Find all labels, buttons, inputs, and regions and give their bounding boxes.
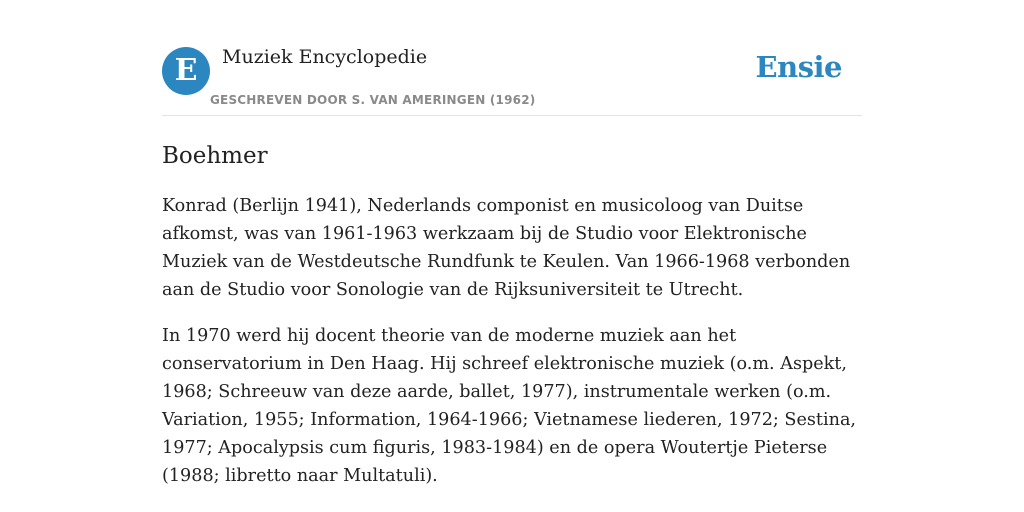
ensie-brand-link[interactable]: Ensie [755, 50, 842, 84]
article-title: Boehmer [162, 143, 268, 169]
header [162, 0, 862, 116]
article-paragraph-2: In 1970 werd hij docent theorie van de moderne muziek aan het conservatorium in Den Haag. Hij schreef elektronische muziek (o.m. Aspekt, 1968; Schreeuw van deze aarde, ballet, 1977), instrumentale werken (o.m. Variation, 1955; Information, 1964-1966; Vietnamese liederen, 1972; Sestina, 1977; Apocalypsis cum figuris, 1983-1984) en de opera Woutertje Pieterse (1988; libretto naar Multatuli). [162, 326, 857, 486]
encyclopedia-logo-icon[interactable]: E [162, 47, 210, 95]
encyclopedia-name-link[interactable]: Muziek Encyclopedie [222, 46, 428, 68]
article-paragraph-1: Konrad (Berlijn 1941), Nederlands componist en musicoloog van Duitse afkomst, was van 1961-1963 werkzaam bij de Studio voor Elektronische Muziek van de Westdeutsche Rundfunk te Keulen. Van 1966-1968 verbonden aan de Studio voor Sonologie van de Rijksuniversiteit te Utrecht. [162, 196, 851, 300]
author-byline: GESCHREVEN DOOR S. VAN AMERINGEN (1962) [210, 93, 536, 107]
page [162, 0, 862, 490]
